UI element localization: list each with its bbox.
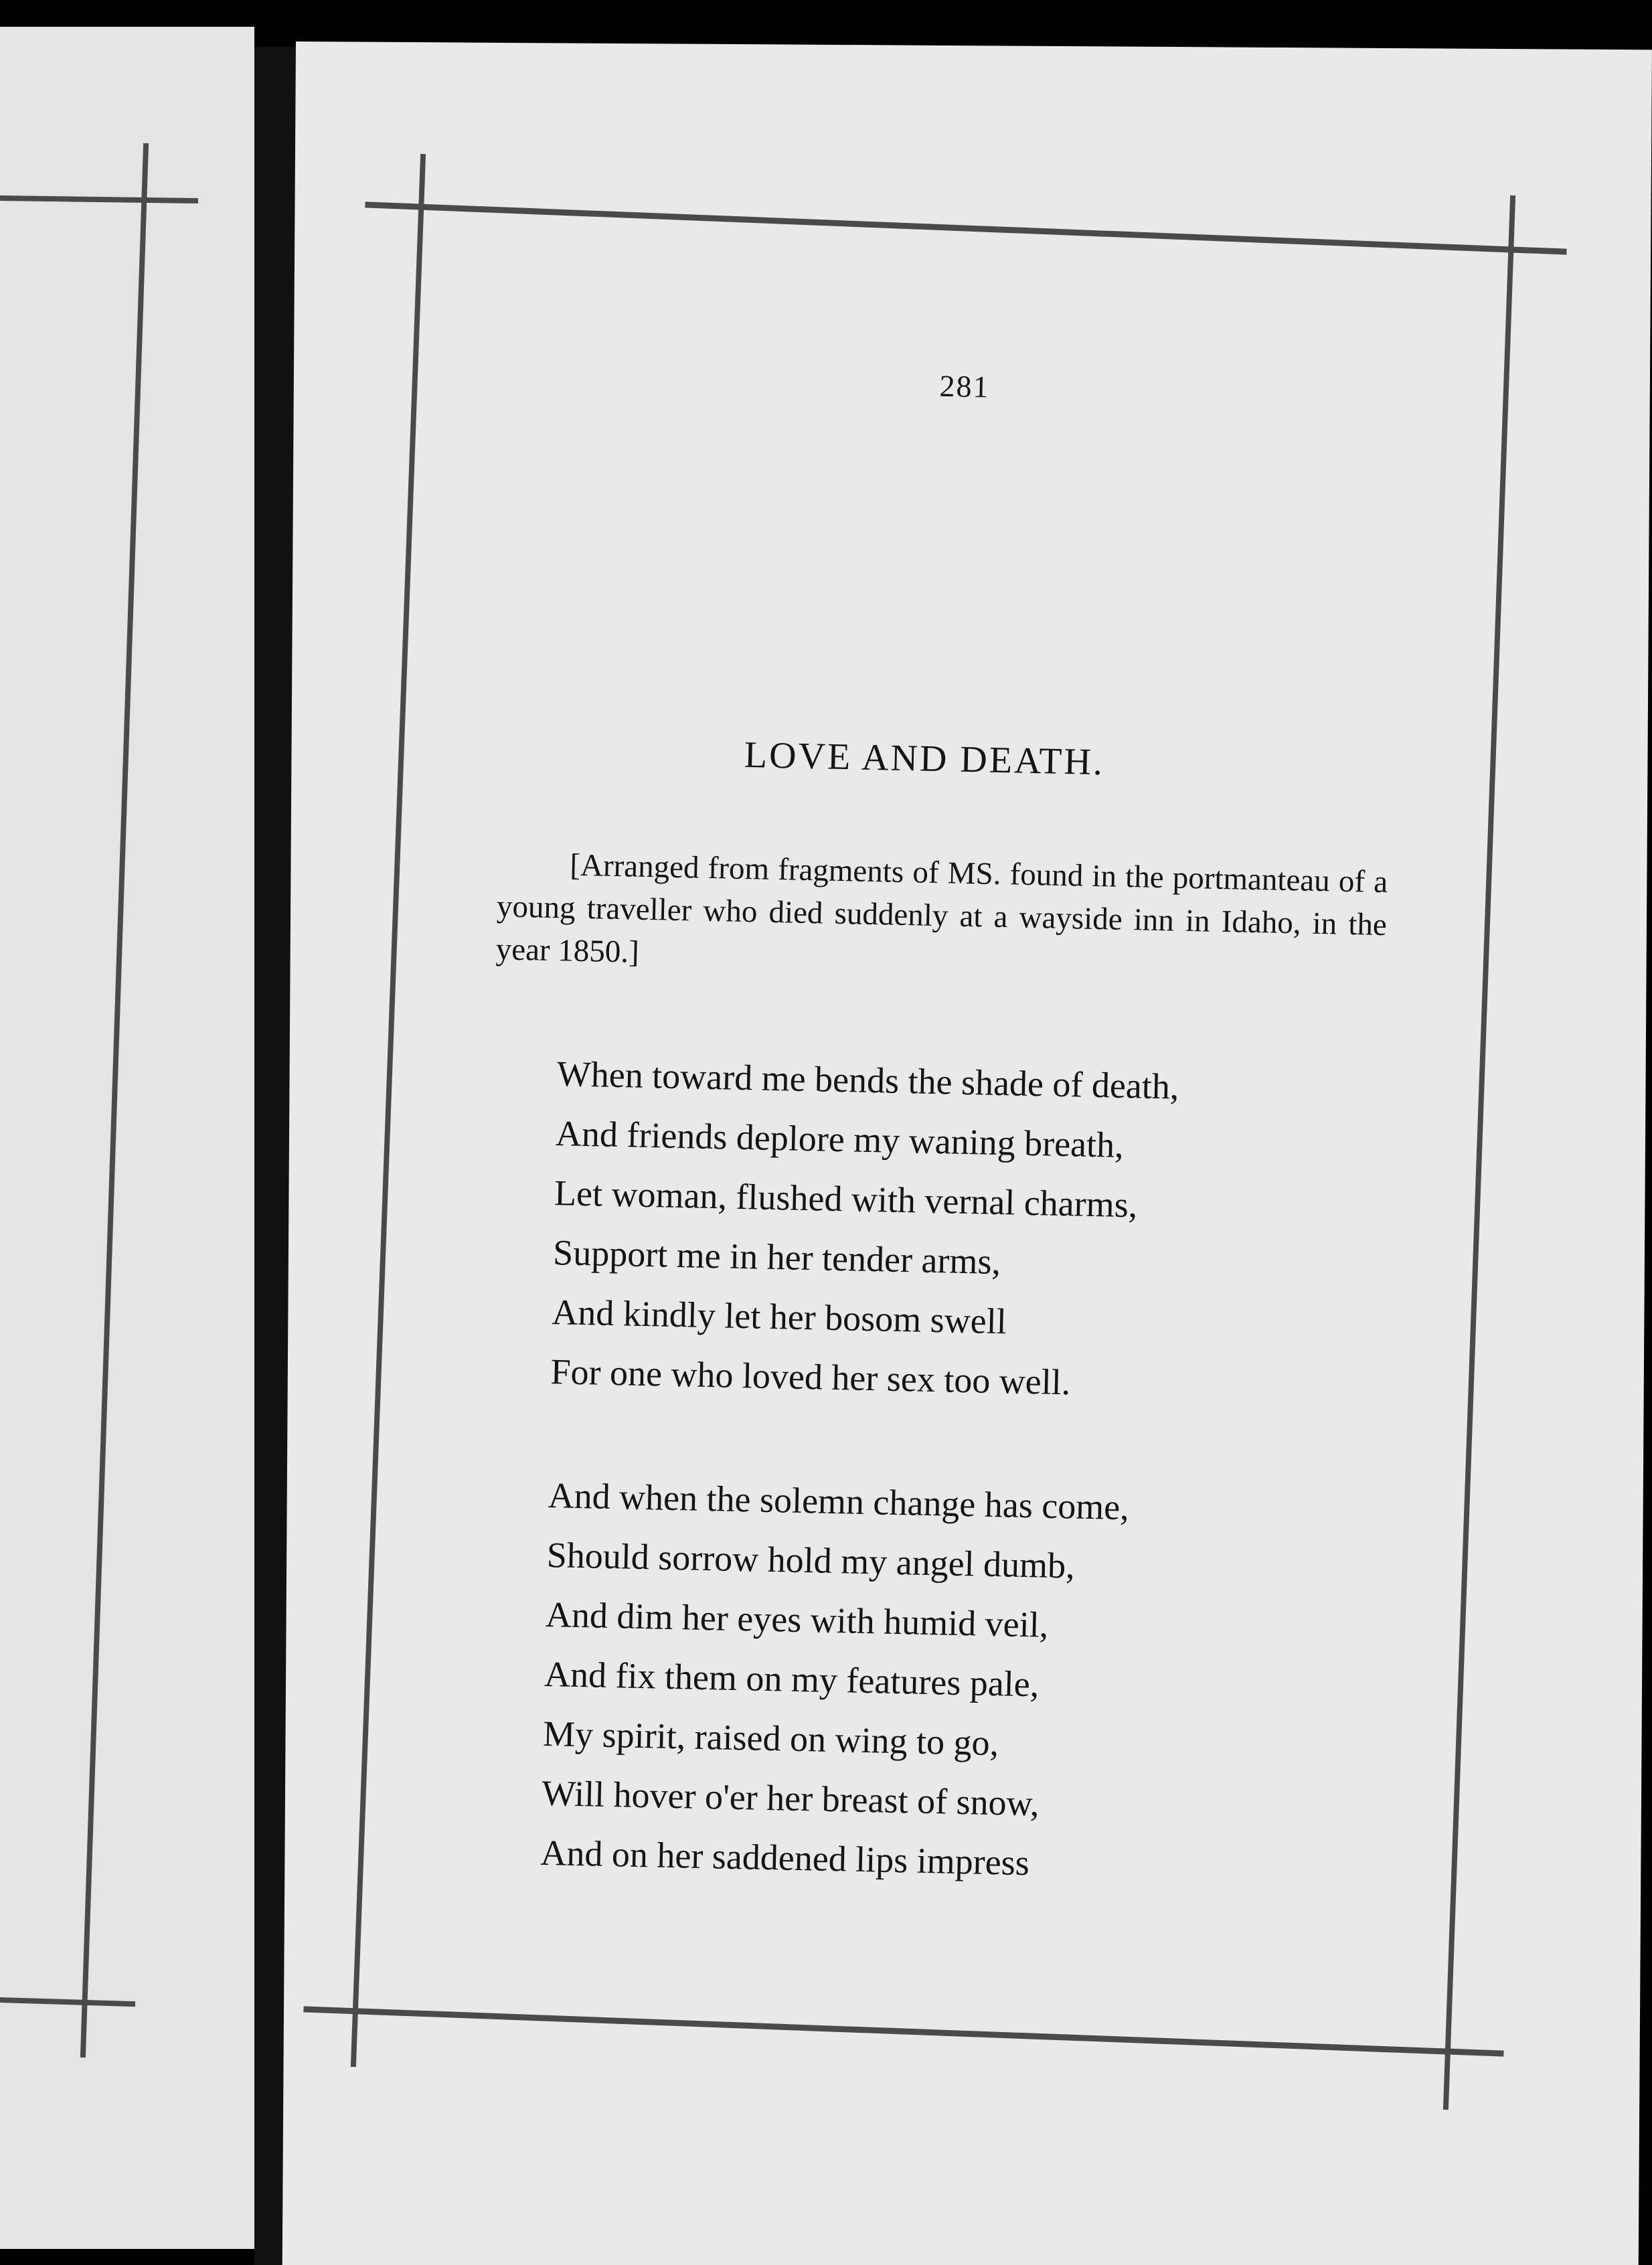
verse-line: My spirit, raised on wing to go, bbox=[542, 1713, 999, 1764]
verse-line: And when the solemn change has come, bbox=[548, 1475, 1130, 1528]
verse-line: Let woman, flushed with vernal charms, bbox=[554, 1173, 1138, 1226]
page-number: 281 bbox=[939, 368, 991, 404]
verse-line: And friends deplore my waning breath, bbox=[555, 1113, 1125, 1165]
verse-line: And dim her eyes with humid veil, bbox=[545, 1594, 1049, 1645]
verse-line: Will hover o'er her breast of snow, bbox=[541, 1772, 1040, 1824]
verse-line: When toward me bends the shade of death, bbox=[556, 1054, 1180, 1107]
verse-line: For one who loved her sex too well. bbox=[550, 1351, 1071, 1403]
verse-line: And kindly let her bosom swell bbox=[551, 1292, 1007, 1342]
verse-line: Should sorrow hold my angel dumb, bbox=[546, 1535, 1076, 1586]
stanza-2 bbox=[540, 1466, 1130, 1895]
stanza-1 bbox=[550, 1044, 1180, 1414]
verse-line: And on her saddened lips impress bbox=[540, 1832, 1030, 1883]
editorial-note: [Arranged from fragments of MS. found in the portmanteau of a young traveller who died suddenly at a wayside inn in Idaho, in the year 1850.] bbox=[495, 847, 1388, 970]
verse-line: Support me in her tender arms, bbox=[552, 1232, 1001, 1282]
poem-title: LOVE AND DEATH. bbox=[744, 734, 1105, 784]
verse-line: And fix them on my features pale, bbox=[544, 1653, 1040, 1705]
